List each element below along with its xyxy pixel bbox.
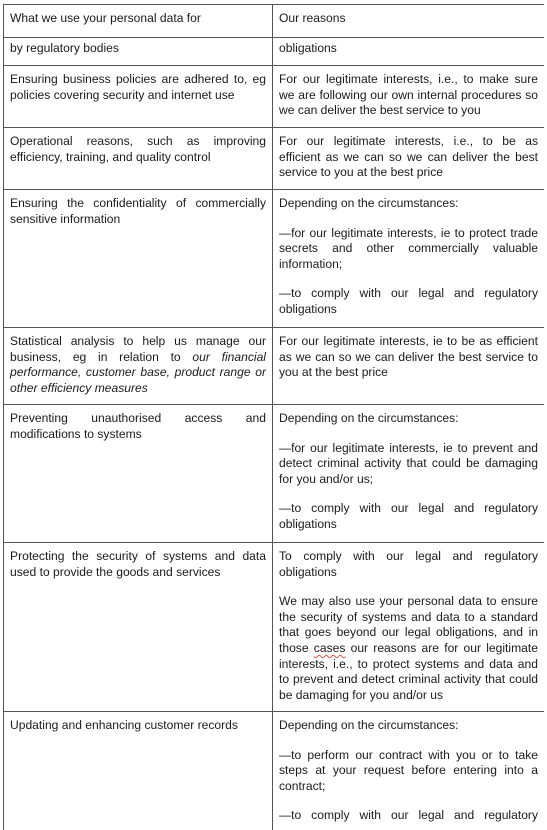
reasons-paragraph: —for our legitimate interests, ie to prevent and detect criminal activity that could be damaging for you and/or us; [279, 440, 538, 486]
reasons-cell [273, 128, 545, 190]
reasons-paragraph: —to comply with our legal and regulatory obligations [279, 286, 538, 316]
reasons-cell [273, 328, 545, 405]
reasons-cell [273, 66, 545, 128]
header-reasons: Our reasons [273, 5, 545, 38]
reasons-paragraph: Depending on the circumstances: [279, 196, 459, 210]
purpose-text: Statistical analysis to help us manage our business, eg in relation to [10, 334, 266, 364]
purpose-cell: Ensuring the confidentiality of commercially sensitive information [4, 190, 273, 328]
table-row [4, 405, 545, 543]
purpose-cell: by regulatory bodies [4, 38, 273, 66]
reasons-paragraph: For our legitimate interests, ie to be as efficient as we can so we can deliver the best service to you at the best price [279, 334, 538, 380]
purpose-cell [4, 328, 273, 405]
reasons-paragraph [279, 594, 538, 703]
reasons-paragraph: —to comply with our legal and regulatory obligations [279, 501, 538, 531]
table-row [4, 328, 545, 405]
reasons-paragraph: Depending on the circumstances: [279, 411, 459, 425]
table-row [4, 190, 545, 328]
reasons-paragraph: —to comply with our legal and regulatory [279, 808, 538, 823]
purpose-italic-text: our financial performance, customer base, product range or other efficiency measures [10, 349, 266, 395]
reasons-cell [273, 712, 545, 830]
reasons-text: our reasons are for our legitimate interests, i.e., to protect systems and data and to prevent and detect criminal activity that could be damaging for you and/or us [279, 640, 538, 702]
purpose-cell: Protecting the security of systems and data used to provide the goods and services [4, 543, 273, 712]
reasons-paragraph: For our legitimate interests, i.e., to be as efficient as we can so we can deliver the best service to you at the best price [279, 134, 538, 180]
table-row [4, 543, 545, 712]
reasons-text: We may also use your personal data to ensure the security of systems and data to a standard that goes beyond our legal obligations, and in those [279, 594, 538, 655]
table-row [4, 38, 545, 66]
purpose-cell: Operational reasons, such as improving efficiency, training, and quality control [4, 128, 273, 190]
reasons-cell [273, 190, 545, 328]
table-row [4, 66, 545, 128]
header-purpose: What we use your personal data for [4, 5, 273, 38]
reasons-paragraph: —to perform our contract with you or to take steps at your request before entering into a contract; [279, 747, 538, 793]
document-page [3, 4, 544, 830]
purpose-cell: Updating and enhancing customer records [4, 712, 273, 830]
table-row [4, 712, 545, 830]
reasons-cell [273, 543, 545, 712]
reasons-cell [273, 405, 545, 543]
personal-data-table [3, 4, 544, 830]
reasons-paragraph: For our legitimate interests, i.e., to make sure we are following our own internal procedures so we can deliver the best service to you [279, 72, 538, 118]
table-header-row [4, 5, 545, 38]
reasons-cell: obligations [273, 38, 545, 66]
table-row [4, 128, 545, 190]
purpose-cell: Preventing unauthorised access and modifications to systems [4, 405, 273, 543]
purpose-cell: Ensuring business policies are adhered to, eg policies covering security and internet use [4, 66, 273, 128]
spellcheck-flagged-word: cases [313, 640, 346, 655]
reasons-paragraph: To comply with our legal and regulatory obligations [279, 549, 538, 579]
reasons-paragraph: —for our legitimate interests, ie to protect trade secrets and other commercially valuable information; [279, 225, 538, 271]
reasons-paragraph: Depending on the circumstances: [279, 718, 459, 732]
